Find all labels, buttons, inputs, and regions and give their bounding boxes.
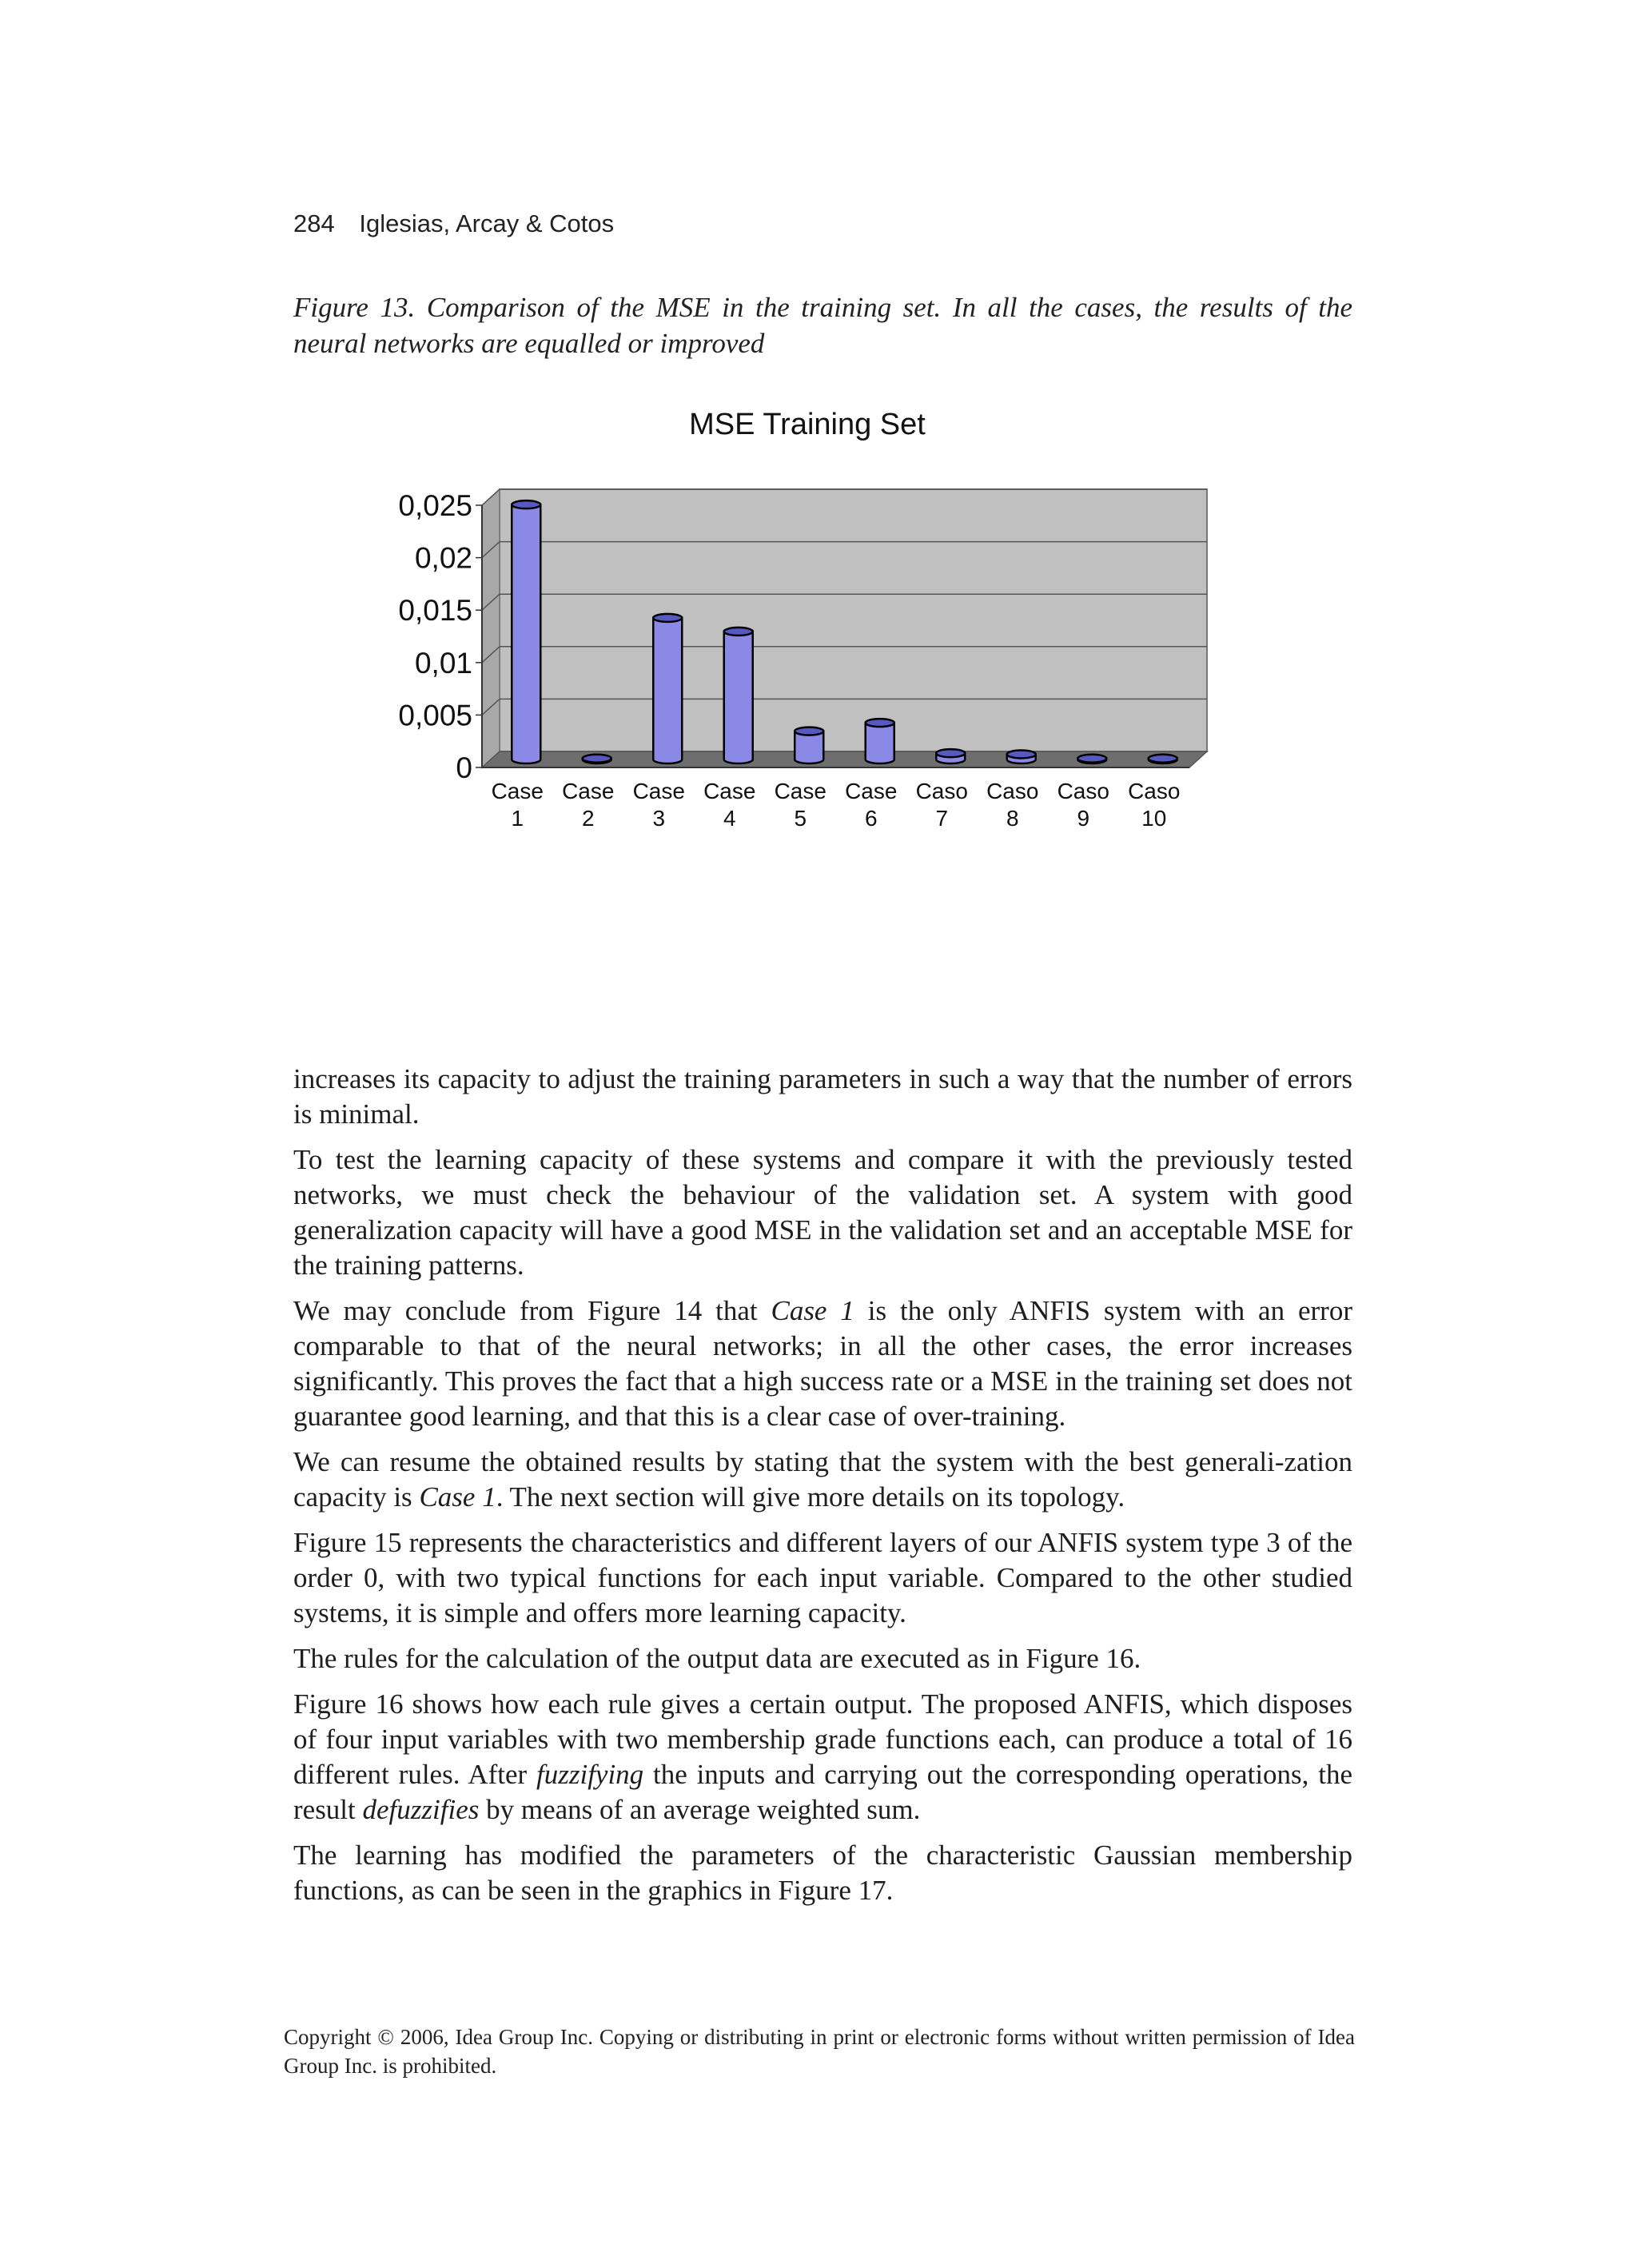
body-paragraph	[293, 1142, 1352, 1283]
bar	[1007, 750, 1036, 763]
bar-top	[724, 628, 753, 636]
bar-top	[653, 614, 682, 622]
y-tick-label: 0,005	[398, 699, 472, 732]
bar-body	[512, 504, 540, 763]
x-tick-label: 8	[1006, 806, 1019, 831]
bar-body	[653, 618, 682, 763]
bar	[1149, 755, 1177, 763]
bar	[795, 727, 823, 763]
x-tick-label: Case	[774, 779, 826, 803]
bar	[866, 719, 894, 763]
text-run: the inputs and carrying out the corresponding operations, the result	[293, 1759, 1352, 1825]
bar-top	[936, 749, 965, 757]
text-run: To test the learning capacity of these systems and compare it with the previously tested networks, we must check the behaviour of the validation set. A system with good generalization capacity will have a good MSE in the validation set and an acceptable MSE for the training patterns.	[293, 1144, 1352, 1281]
bar	[512, 500, 540, 763]
y-tick-label: 0,025	[398, 489, 472, 522]
body-paragraph	[293, 1687, 1352, 1828]
copyright-footer: Copyright © 2006, Idea Group Inc. Copying or distributing in print or electronic forms without written permission of Idea Group Inc. is prohibited.	[284, 2025, 1355, 2078]
bar-body	[866, 723, 894, 763]
x-tick-label: 3	[652, 806, 666, 831]
text-run: The learning has modified the parameters of the characteristic Gaussian membership functions, as can be seen in the graphics in Figure 17.	[293, 1840, 1352, 1906]
x-tick-label: 4	[723, 806, 736, 831]
body-text	[293, 1062, 1352, 1919]
text-run: . The next section will give more details on its topology.	[496, 1481, 1125, 1513]
chart-side-wall	[482, 489, 500, 767]
bar-top	[1077, 755, 1106, 763]
body-paragraph	[293, 1062, 1352, 1132]
x-tick-label: 6	[864, 806, 878, 831]
x-tick-label: Case	[845, 779, 898, 803]
italic-term: Case 1	[771, 1295, 854, 1326]
x-tick-label: Case	[703, 779, 756, 803]
italic-term: fuzzifying	[536, 1759, 644, 1790]
x-tick-label: Case	[562, 779, 615, 803]
bar-top	[795, 727, 823, 735]
chart-title: MSE Training Set	[689, 408, 926, 441]
figure-caption: Figure 13. Comparison of the MSE in the training set. In all the cases, the results of the neural networks are equalled or improved	[293, 292, 1352, 359]
text-run: increases its capacity to adjust the training parameters in such a way that the number of errors is minimal.	[293, 1063, 1352, 1130]
text-run: Figure 16 shows how each rule gives a certain output. The proposed ANFIS, which disposes of four input variables with two membership grade functions each, can produce a total of 16 different rules. After	[293, 1688, 1352, 1790]
chart-back-wall	[500, 489, 1207, 751]
body-paragraph	[293, 1838, 1352, 1908]
bar	[936, 749, 965, 763]
y-tick-label: 0	[456, 751, 472, 784]
text-run: The rules for the calculation of the output data are executed as in Figure 16.	[293, 1643, 1141, 1674]
x-tick-label: 1	[511, 806, 524, 831]
y-tick-label: 0,01	[414, 646, 472, 680]
bar	[724, 628, 753, 763]
y-tick-label: 0,015	[398, 594, 472, 628]
text-run: by means of an average weighted sum.	[479, 1794, 921, 1825]
bar	[583, 755, 611, 763]
x-tick-label: 2	[581, 806, 595, 831]
page-number: 284	[293, 209, 335, 237]
bar-top	[1149, 755, 1177, 763]
x-tick-label: Caso	[1057, 779, 1109, 803]
x-tick-label: Case	[632, 779, 685, 803]
x-tick-label: Case	[491, 779, 544, 803]
bar	[653, 614, 682, 763]
italic-term: Case 1	[419, 1481, 496, 1513]
bar-top	[866, 719, 894, 727]
text-run: We can resume the obtained results by stating that the system with the best generali-zation capacity is	[293, 1446, 1352, 1513]
x-tick-label: 10	[1141, 806, 1167, 831]
body-paragraph	[293, 1445, 1352, 1515]
x-tick-label: Caso	[1128, 779, 1181, 803]
x-tick-label: Caso	[915, 779, 968, 803]
bar-top	[512, 500, 540, 508]
y-tick-label: 0,02	[414, 541, 472, 575]
body-paragraph	[293, 1641, 1352, 1676]
mse-bar-chart	[352, 384, 1247, 847]
text-run: We may conclude from Figure 14 that	[293, 1295, 771, 1326]
bar-body	[724, 632, 753, 763]
italic-term: defuzzifies	[362, 1794, 480, 1825]
body-paragraph	[293, 1525, 1352, 1631]
bar	[1077, 755, 1106, 763]
text-run: Figure 15 represents the characteristics and different layers of our ANFIS system type 3 of the order 0, with two typical functions for each input variable. Compared to the other studied systems, it is simple and offers more learning capacity.	[293, 1527, 1352, 1628]
bar-top	[583, 755, 611, 763]
x-tick-label: 7	[935, 806, 949, 831]
text-run: is the only ANFIS system with an error comparable to that of the neural networks; in all the other cases, the error increases significantly. This proves the fact that a high success rate or a MSE in the training set does not guarantee good learning, and that this is a clear case of over-training.	[293, 1295, 1352, 1432]
x-tick-label: Caso	[986, 779, 1039, 803]
running-header-authors: Iglesias, Arcay & Cotos	[359, 209, 615, 237]
x-tick-label: 5	[794, 806, 807, 831]
body-paragraph	[293, 1293, 1352, 1434]
x-tick-label: 9	[1077, 806, 1090, 831]
running-header	[293, 209, 614, 238]
bar-top	[1007, 750, 1036, 758]
